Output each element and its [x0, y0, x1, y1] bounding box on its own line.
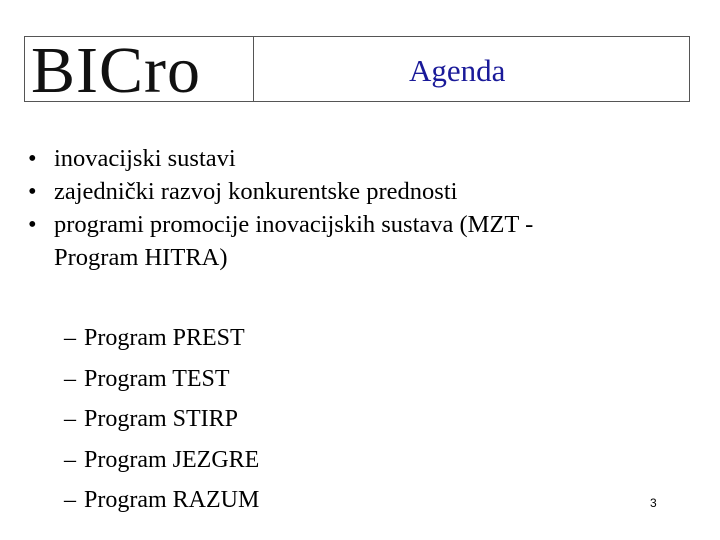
dash-icon: – — [64, 446, 76, 473]
program-text: Program STIRP — [84, 406, 239, 432]
bullet-text-continuation: Program HITRA) — [54, 244, 228, 271]
bullet-item — [28, 175, 688, 208]
logo-cell — [25, 37, 254, 101]
program-item — [64, 440, 259, 481]
program-text: Program JEZGRE — [84, 446, 260, 473]
program-list — [64, 318, 259, 521]
dash-icon: – — [64, 487, 76, 513]
program-text: Program RAZUM — [84, 487, 260, 513]
bullet-text: zajednički razvoj konkurentske prednosti — [54, 178, 458, 205]
bullet-item — [28, 142, 688, 175]
bullet-item — [28, 208, 688, 274]
program-item — [64, 399, 259, 440]
page-number: 3 — [650, 496, 657, 510]
bullet-text: programi promocije inovacijskih sustava (MZT - — [54, 211, 534, 238]
dash-icon: – — [64, 365, 76, 392]
bullet-text: inovacijski sustavi — [54, 145, 236, 172]
header-box — [24, 36, 690, 102]
bullet-icon: • — [28, 145, 37, 172]
program-text: Program PREST — [84, 325, 245, 351]
bicro-logo: BICro — [31, 37, 201, 101]
bullet-icon: • — [28, 178, 37, 205]
bullet-icon: • — [28, 211, 37, 238]
bullet-list — [28, 142, 688, 274]
dash-icon: – — [64, 325, 76, 351]
dash-icon: – — [64, 406, 76, 432]
program-item — [64, 359, 259, 400]
program-item — [64, 480, 259, 521]
program-item — [64, 318, 259, 359]
slide-title: Agenda — [409, 53, 506, 88]
program-text: Program TEST — [84, 365, 230, 392]
